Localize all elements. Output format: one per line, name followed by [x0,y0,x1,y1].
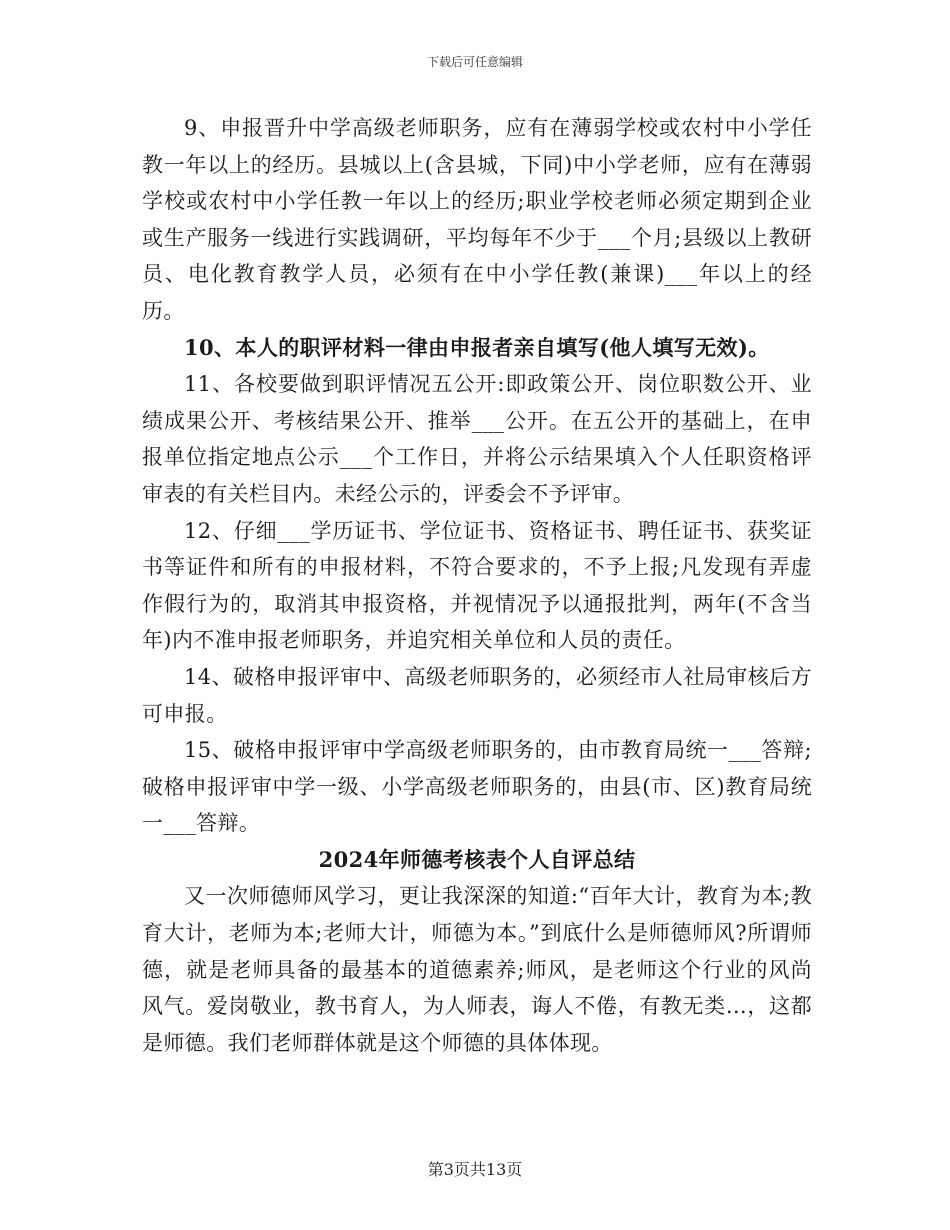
section-title: 2024年师德考核表个人自评总结 [318,846,636,872]
page-number-footer: 第3页共13页 [427,1160,523,1179]
document-body [142,110,812,1061]
paragraph-item-10: 10、本人的职评材料一律由申报者亲自填写(他人填写无效)。 [184,334,770,360]
section-paragraph: 又一次师德师风学习，更让我深深的知道:“百年大计，教育为本;教育大计，老师为本;老师大计，师德为本。”到底什么是师德师风?所谓师德，就是老师具备的最基本的道德素养;师风，是老师这个行业的风尚风气。爱岗敬业，教书育人，为人师表，诲人不倦，有教无类…，这都是师德。我们老师群体就是这个师德的具体体现。 [142,884,812,1055]
paragraph-item-15: 15、破格申报评审中学高级老师职务的，由市教育局统一___答辩;破格申报评审中学一级、小学高级老师职务的，由县(市、区)教育局统一___答辩。 [142,738,812,836]
header-note: 下载后可任意编辑 [426,55,523,69]
paragraph-item-14: 14、破格申报评审中、高级老师职务的，必须经市人社局审核后方可申报。 [142,664,812,726]
paragraph-item-11: 11、各校要做到职评情况五公开:即政策公开、岗位职数公开、业绩成果公开、考核结果公开、推举___公开。在五公开的基础上，在申报单位指定地点公示___个工作日，并将公示结果填入个人任职资格评审表的有关栏目内。未经公示的，评委会不予评审。 [142,372,812,506]
paragraph-item-9: 9、申报晋升中学高级老师职务，应有在薄弱学校或农村中小学任教一年以上的经历。县城以上(含县城，下同)中小学老师，应有在薄弱学校或农村中小学任教一年以上的经历;职业学校老师必须定期到企业或生产服务一线进行实践调研，平均每年不少于___个月;县级以上教研员、电化教育教学人员，必须有在中小学任教(兼课)___年以上的经历。 [142,116,812,323]
paragraph-item-12: 12、仔细___学历证书、学位证书、资格证书、聘任证书、获奖证书等证件和所有的申报材料，不符合要求的，不予上报;凡发现有弄虚作假行为的，取消其申报资格，并视情况予以通报批判，两年(不含当年)内不准申报老师职务，并追究相关单位和人员的责任。 [142,518,812,653]
